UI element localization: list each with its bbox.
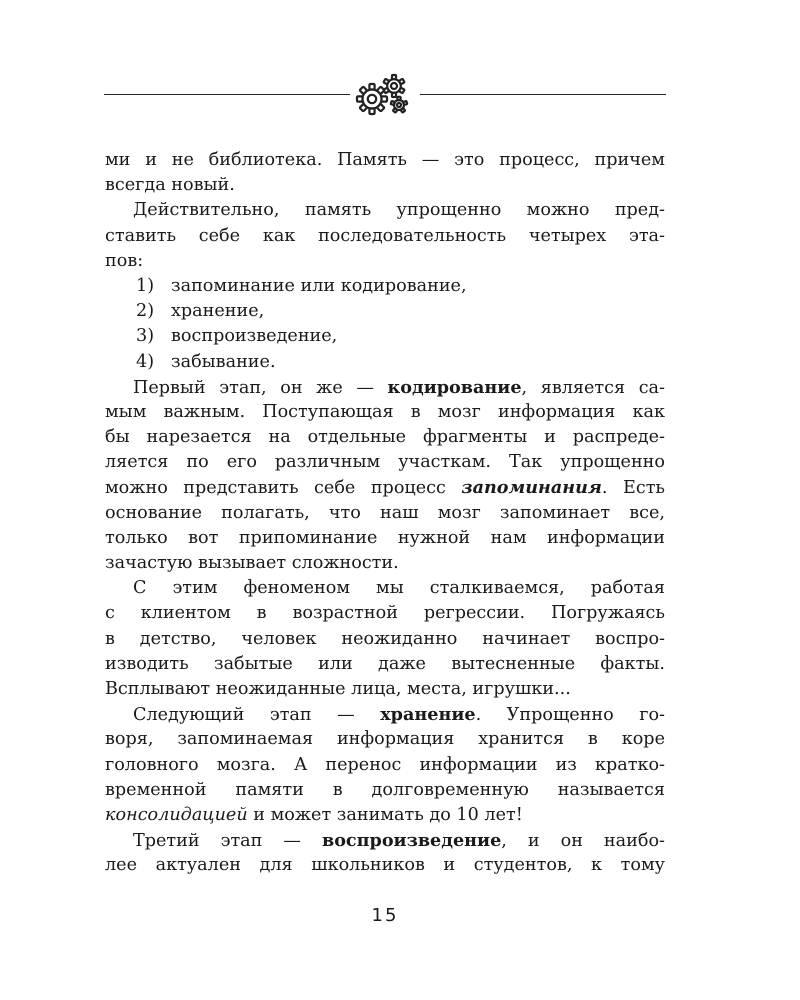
text-line xyxy=(105,702,665,727)
list-item-text: запоминание или кодирование, xyxy=(171,275,467,296)
header-ornament xyxy=(104,70,666,120)
text-fragment: . Упрощенно го- xyxy=(475,705,665,726)
text-line: всегда новый. xyxy=(105,175,235,196)
term-memorization: запоминания xyxy=(461,477,602,499)
text-line: основание полагать, что наш мозг запоминает все, xyxy=(105,502,665,523)
term-reproduction: воспроизведение xyxy=(321,830,502,852)
term-storage: хранение xyxy=(380,704,476,726)
text-line: зачастую вызывает сложности. xyxy=(105,553,399,573)
list-item xyxy=(105,299,665,324)
text-line: изводить забытые или даже вытесненные факты. xyxy=(105,653,665,674)
list-item-text: воспроизведение, xyxy=(171,326,338,347)
list-item-number: 1) xyxy=(136,275,155,296)
text-fragment: и может занимать до 10 лет! xyxy=(247,804,523,825)
text-line: бы нарезается на отдельные фрагменты и распреде- xyxy=(105,427,665,448)
list-item-text: хранение, xyxy=(171,301,265,322)
list-item-number: 3) xyxy=(136,326,155,347)
text-line: в детство, человек неожиданно начинает воспро- xyxy=(105,628,665,649)
text-line: ставить себе как последовательность четырех эта- xyxy=(105,225,665,246)
text-fragment: , является са- xyxy=(521,377,665,398)
list-item-number: 2) xyxy=(136,301,155,322)
page-number: 15 xyxy=(371,905,399,926)
text-line xyxy=(105,475,665,500)
text-fragment: Третий этап — xyxy=(133,831,322,852)
text-fragment: можно представить себе процесс xyxy=(105,478,462,499)
text-fragment: . Есть xyxy=(601,478,665,499)
text-line: ляется по его различным участкам. Так упрощенно xyxy=(105,452,665,473)
page-body-text xyxy=(105,148,665,878)
term-consolidation: консолидацией xyxy=(105,804,248,825)
text-line: временной памяти в долговременную называется xyxy=(105,779,665,800)
list-item xyxy=(105,324,665,349)
list-item-text: забывание. xyxy=(171,351,276,372)
text-line: лее актуален для школьников и студентов, к тому xyxy=(105,855,665,876)
text-line: с клиентом в возрастной регрессии. Погружаясь xyxy=(105,603,665,624)
text-line: ми и не библиотека. Память — это процесс, причем xyxy=(105,150,665,170)
list-item xyxy=(105,350,665,375)
text-line: пов: xyxy=(105,250,144,271)
text-line: мым важным. Поступающая в мозг информация как xyxy=(105,401,665,422)
text-line: головного мозга. А перенос информации из кратко- xyxy=(105,754,665,775)
header-rule-left xyxy=(104,94,350,95)
text-fragment: , и он наибо- xyxy=(501,831,665,852)
term-encoding: кодирование xyxy=(387,376,522,398)
text-line: С этим феноменом мы сталкиваемся, работая xyxy=(133,578,665,599)
text-line xyxy=(105,375,665,400)
list-item xyxy=(105,274,665,299)
header-rule-right xyxy=(420,94,666,95)
text-line: только вот припоминание нужной нам информации xyxy=(105,527,665,548)
text-line xyxy=(105,803,665,828)
text-fragment: Следующий этап — xyxy=(133,705,381,726)
gears-icon xyxy=(352,70,418,120)
text-line: воря, запоминаемая информация хранится в коре xyxy=(105,729,665,750)
text-line xyxy=(105,828,665,853)
text-line: Всплывают неожиданные лица, места, игрушки... xyxy=(105,678,571,699)
list-item-number: 4) xyxy=(136,351,155,372)
text-line: Действительно, память упрощенно можно пред- xyxy=(133,200,665,221)
text-fragment: Первый этап, он же — xyxy=(133,377,388,398)
